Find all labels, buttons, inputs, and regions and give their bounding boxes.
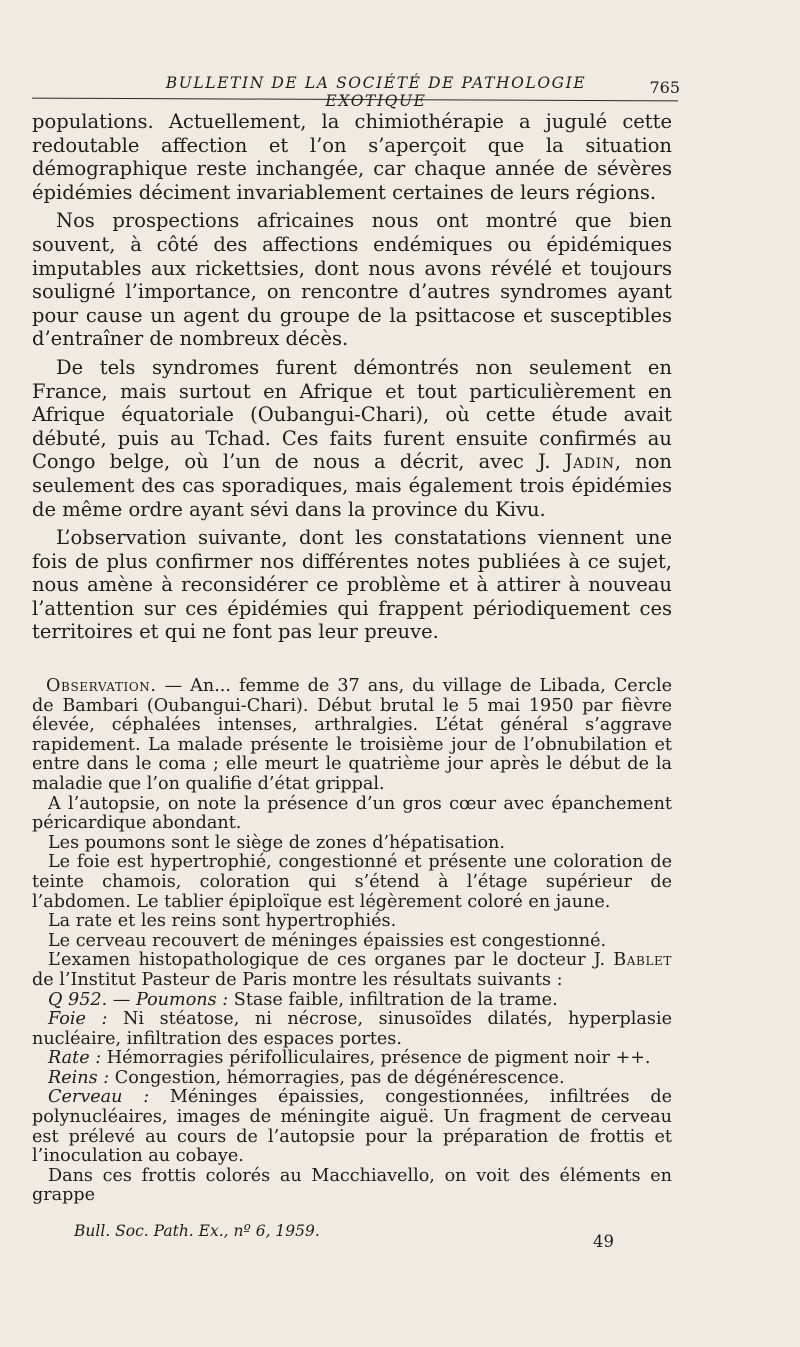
result-brain bbox=[32, 1088, 672, 1166]
liver-paragraph: Le foie est hypertrophié, congestionné et présente une coloration de teinte chamois, coloration qui s’étend à l’étage supérieur de l’abdomen. Le tablier épiploïque est légèrement coloré en jaune. bbox=[32, 852, 672, 912]
signature-mark: 49 bbox=[593, 1232, 614, 1251]
result-brain-label: Cerveau : bbox=[48, 1087, 150, 1108]
result-lungs bbox=[32, 991, 672, 1011]
result-liver bbox=[32, 1010, 672, 1049]
main-text bbox=[32, 110, 672, 649]
brain-paragraph: Le cerveau recouvert de méninges épaissies est congestionné. bbox=[48, 930, 607, 951]
journal-title: BULLETIN DE LA SOCIÉTÉ DE PATHOLOGIE EXOTIQUE bbox=[165, 74, 587, 110]
result-spleen-text: Hémorragies périfolliculaires, présence de pigment noir ++. bbox=[101, 1048, 651, 1069]
paragraph-3-part-a: De tels syndromes furent démontrés non seulement en France, mais surtout en Afrique et tout particulièrement en Afrique équatoriale (Oubangui-Chari), où cette étude avait débuté, puis au Tchad. Ces faits furent ensuite confirmés au Congo belge, où l’un de nous a décrit, avec J. bbox=[32, 355, 672, 474]
bulletin-reference: Bull. Soc. Path. Ex., nº 6, 1959. bbox=[74, 1222, 320, 1240]
autopsy-paragraph: A l’autopsie, on note la présence d’un gros cœur avec épanchement péricardique abondant. bbox=[32, 793, 672, 834]
result-spleen-label: Rate : bbox=[48, 1048, 102, 1069]
result-kidneys-label: Reins : bbox=[48, 1067, 110, 1088]
result-liver-label: Foie : bbox=[48, 1009, 108, 1030]
smear-paragraph: Dans ces frottis colorés au Macchiavello, on voit des éléments en grappe bbox=[32, 1165, 672, 1206]
observation-intro-text: — An... femme de 37 ans, du village de Libada, Cercle de Bambari (Oubangui-Chari). Début brutal le 5 mai 1950 par fièvre élevée, céphalées intenses, arthralgies. L’état général s’aggrave rapidement. La malade présente le troisième jour de l’obnubilation et entre dans le coma ; elle meurt le quatrième jour après le début de la maladie que l’on qualifie d’état grippal. bbox=[32, 676, 672, 794]
running-header bbox=[32, 72, 680, 110]
paragraph-1: populations. Actuellement, la chimiothérapie a jugulé cette redoutable affection et l’on s’aperçoit que la situation démographique reste inchangée, car chaque année de sévères épidémies déciment invariablement certaines de leurs régions. bbox=[32, 110, 672, 204]
exam-paragraph bbox=[32, 951, 672, 990]
paragraph-4: L’observation suivante, dont les constatations viennent une fois de plus confirmer nos différentes notes publiées à ce sujet, nous amène à reconsidérer ce problème et à attirer à nouveau l’attention sur ces épidémies qui frappent périodiquement ces territoires et qui ne font pas leur preuve. bbox=[32, 526, 672, 644]
page-number: 765 bbox=[649, 78, 680, 97]
lungs-paragraph: Les poumons sont le siège de zones d’hépatisation. bbox=[48, 832, 505, 853]
result-brain-text: Méninges épaissies, congestionnées, infiltrées de polynucléaires, images de méningite aiguë. Un fragment de cerveau est prélevé au cours de l’autopsie pour la préparation de frottis et l’inoculation au cobaye. bbox=[32, 1087, 672, 1167]
result-kidneys-text: Congestion, hémorragies, pas de dégénérescence. bbox=[109, 1067, 565, 1088]
author-name-jadin: Jadin bbox=[564, 450, 615, 474]
observation-section bbox=[32, 677, 672, 1206]
result-lungs-label: Q 952. — Poumons : bbox=[48, 989, 229, 1010]
observation-intro bbox=[32, 677, 672, 795]
exam-text-a: L’examen histopathologique de ces organes par le docteur J. bbox=[48, 950, 606, 971]
exam-text-b: de l’Institut Pasteur de Paris montre les résultats suivants : bbox=[32, 969, 563, 990]
paragraph-3 bbox=[32, 356, 672, 521]
result-lungs-text: Stase faible, infiltration de la trame. bbox=[228, 989, 558, 1010]
paragraph-2: Nos prospections africaines nous ont montré que bien souvent, à côté des affections endémiques ou épidémiques imputables aux rickettsies, dont nous avons révélé et toujours souligné l’importance, on rencontre d’autres syndromes ayant pour cause un agent du groupe de la psittacose et susceptibles d’entraîner de nombreux décès. bbox=[32, 209, 672, 351]
author-name-bablet: Bablet bbox=[613, 950, 672, 971]
result-kidneys bbox=[32, 1069, 672, 1089]
result-liver-text: Ni stéatose, ni nécrose, sinusoïdes dilatés, hyperplasie nucléaire, infiltration des espaces portes. bbox=[32, 1009, 672, 1049]
result-spleen bbox=[32, 1049, 672, 1069]
spleen-paragraph: La rate et les reins sont hypertrophiés. bbox=[48, 911, 397, 932]
paragraph-3-part-b: , non seulement des cas sporadiques, mais également trois épidémies de même ordre ayant sévi dans la province du Kivu. bbox=[32, 450, 672, 521]
page-footer bbox=[74, 1222, 614, 1250]
observation-label: Observation. bbox=[46, 676, 157, 696]
